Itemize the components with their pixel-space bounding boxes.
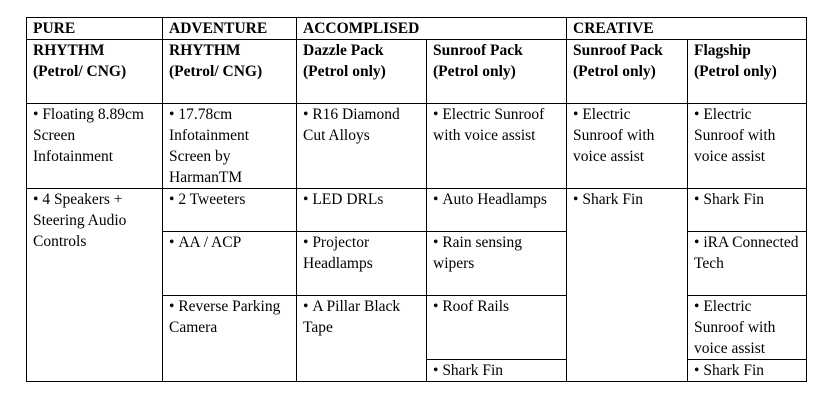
feature-item: • Reverse Parking Camera bbox=[169, 298, 280, 336]
feature-item: • Roof Rails bbox=[433, 298, 509, 315]
feature-cell bbox=[297, 232, 427, 296]
table-row bbox=[27, 104, 807, 189]
feature-cell bbox=[688, 296, 807, 360]
feature-cell bbox=[688, 104, 807, 189]
variant-flagship: Flagship (Petrol only) bbox=[688, 40, 807, 104]
feature-cell bbox=[163, 232, 297, 296]
feature-cell bbox=[163, 296, 297, 382]
feature-item: • Floating 8.89cm Screen Infotainment bbox=[33, 106, 144, 165]
feature-cell bbox=[427, 189, 567, 232]
feature-item: • 4 Speakers + Steering Audio Controls bbox=[33, 191, 126, 250]
feature-item: • 2 Tweeters bbox=[169, 191, 245, 208]
feature-cell bbox=[688, 232, 807, 296]
feature-item: • Shark Fin bbox=[694, 191, 764, 208]
variant-pure-rhythm: RHYTHM (Petrol/ CNG) bbox=[27, 40, 163, 104]
feature-item: • Electric Sunroof with voice assist bbox=[694, 106, 775, 165]
feature-cell bbox=[688, 189, 807, 232]
feature-cell bbox=[297, 189, 427, 232]
feature-item: • Shark Fin bbox=[433, 362, 503, 379]
feature-item: • Shark Fin bbox=[694, 362, 764, 379]
group-pure-header: PURE bbox=[27, 18, 163, 40]
feature-cell bbox=[27, 189, 163, 382]
feature-item: • Auto Headlamps bbox=[433, 191, 547, 208]
group-accomplished-header: ACCOMPLISED bbox=[297, 18, 567, 40]
variant-adventure-rhythm: RHYTHM (Petrol/ CNG) bbox=[163, 40, 297, 104]
variant-header-row bbox=[27, 40, 807, 104]
group-adventure-header: ADVENTURE bbox=[163, 18, 297, 40]
table-row bbox=[27, 189, 807, 232]
feature-cell bbox=[427, 104, 567, 189]
feature-cell bbox=[427, 360, 567, 382]
variant-sunroof-pack: Sunroof Pack (Petrol only) bbox=[427, 40, 567, 104]
feature-cell bbox=[567, 189, 688, 382]
variant-feature-table bbox=[26, 17, 807, 382]
feature-item: • Electric Sunroof with voice assist bbox=[433, 106, 544, 144]
feature-item: • A Pillar Black Tape bbox=[303, 298, 400, 336]
feature-item: • Electric Sunroof with voice assist bbox=[694, 298, 775, 357]
feature-cell bbox=[297, 104, 427, 189]
feature-item: • iRA Connected Tech bbox=[694, 234, 798, 272]
group-header-row bbox=[27, 18, 807, 40]
feature-cell bbox=[427, 296, 567, 360]
feature-item: • AA / ACP bbox=[169, 234, 241, 251]
feature-cell bbox=[27, 104, 163, 189]
feature-item: • R16 Diamond Cut Alloys bbox=[303, 106, 400, 144]
feature-item: • Projector Headlamps bbox=[303, 234, 373, 272]
feature-cell bbox=[163, 189, 297, 232]
feature-item: • Shark Fin bbox=[573, 191, 643, 208]
feature-item: • Electric Sunroof with voice assist bbox=[573, 106, 654, 165]
feature-item: • 17.78cm Infotainment Screen by HarmanTM bbox=[169, 106, 249, 186]
variant-creative-sunroof-pack: Sunroof Pack (Petrol only) bbox=[567, 40, 688, 104]
feature-item: • Rain sensing wipers bbox=[433, 234, 522, 272]
group-creative-header: CREATIVE bbox=[567, 18, 807, 40]
feature-cell bbox=[297, 296, 427, 382]
feature-cell bbox=[427, 232, 567, 296]
feature-cell bbox=[688, 360, 807, 382]
feature-cell bbox=[567, 104, 688, 189]
feature-cell bbox=[163, 104, 297, 189]
variant-dazzle-pack: Dazzle Pack (Petrol only) bbox=[297, 40, 427, 104]
feature-item: • LED DRLs bbox=[303, 191, 383, 208]
